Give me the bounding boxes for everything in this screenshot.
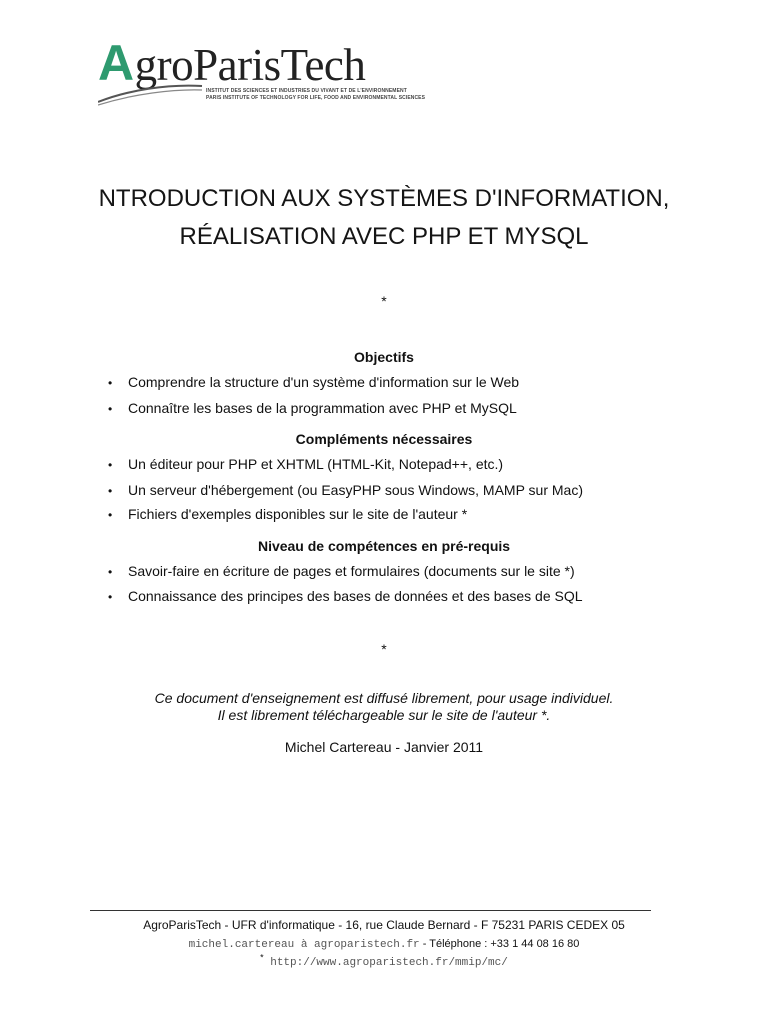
list-item: [108, 587, 708, 606]
distribution-note-line-1: Ce document d'enseignement est diffusé librement, pour usage individuel.: [154, 690, 614, 706]
document-title-line-2: RÉALISATION AVEC PHP ET MYSQL: [179, 223, 589, 250]
author-date: Michel Cartereau - Janvier 2011: [284, 739, 484, 755]
heading-niveau: Niveau de compétences en pré-requis: [257, 538, 511, 554]
bullet-icon: •: [108, 458, 113, 472]
list-item-text: Connaître les bases de la programmation avec PHP et MySQL: [128, 400, 517, 416]
list-item-text: Connaissance des principes des bases de données et des bases de SQL: [128, 588, 583, 604]
footer-phone: - Téléphone : +33 1 44 08 16 80: [419, 938, 580, 950]
list-item: [108, 455, 708, 474]
footer-address: AgroParisTech - UFR d'informatique - 16, rue Claude Bernard - F 75231 PARIS CEDEX 05: [143, 918, 625, 932]
bullet-icon: •: [108, 508, 113, 522]
footnote-star: *: [260, 952, 264, 963]
bullet-icon: •: [108, 376, 113, 390]
logo-initial: A: [98, 35, 134, 91]
distribution-note-line-2: Il est librement téléchargeable sur le site de l'auteur *.: [217, 707, 551, 723]
logo-tagline-fr: INSTITUT DES SCIENCES ET INDUSTRIES DU VIVANT ET DE L'ENVIRONNEMENT: [206, 88, 407, 94]
document-title-line-1: NTRODUCTION AUX SYSTÈMES D'INFORMATION,: [98, 185, 670, 212]
heading-objectifs: Objectifs: [354, 349, 414, 365]
bullet-icon: •: [108, 565, 113, 579]
list-item-text: Un serveur d'hébergement (ou EasyPHP sous Windows, MAMP sur Mac): [128, 482, 583, 498]
agroparistech-logo: [98, 35, 426, 108]
logo-tagline-en: PARIS INSTITUTE OF TECHNOLOGY FOR LIFE, FOOD AND ENVIRONMENTAL SCIENCES: [206, 95, 426, 101]
list-item: [108, 562, 708, 581]
footer-email[interactable]: michel.cartereau à agroparistech.fr: [188, 939, 420, 951]
logo-wordmark: [98, 35, 366, 91]
list-item-text: Comprendre la structure d'un système d'information sur le Web: [128, 374, 520, 390]
footer-divider: [90, 910, 651, 911]
list-item-text: Un éditeur pour PHP et XHTML (HTML-Kit, Notepad++, etc.): [128, 456, 504, 472]
separator-star: *: [381, 641, 387, 657]
separator-star: *: [381, 293, 387, 309]
footer-contact: [0, 937, 768, 953]
footer-url-link[interactable]: http://www.agroparistech.fr/mmip/mc/: [263, 957, 508, 969]
list-item: [108, 399, 708, 418]
bullet-icon: •: [108, 402, 113, 416]
list-item: [108, 481, 708, 500]
list-item-text: Fichiers d'exemples disponibles sur le site de l'auteur *: [128, 506, 468, 522]
bullet-icon: •: [108, 484, 113, 498]
list-item-text: Savoir-faire en écriture de pages et formulaires (documents sur le site *): [128, 563, 575, 579]
list-item: [108, 373, 708, 392]
logo-text: groParisTech: [134, 40, 366, 90]
bullet-icon: •: [108, 590, 113, 604]
footer-website: [0, 952, 768, 971]
list-item: [108, 505, 708, 524]
heading-complements: Compléments nécessaires: [295, 431, 473, 447]
